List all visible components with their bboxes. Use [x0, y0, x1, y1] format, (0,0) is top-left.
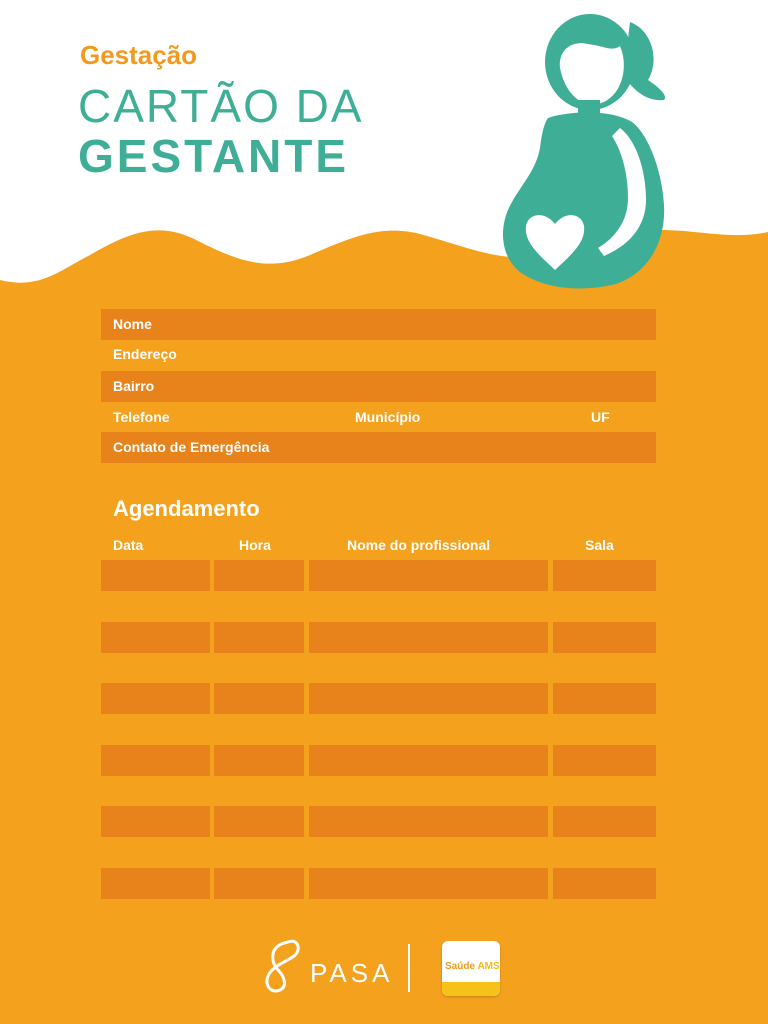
saude-ams-band: [442, 982, 500, 996]
schedule-cell-date[interactable]: [101, 622, 210, 653]
district-label: Bairro: [113, 378, 155, 394]
schedule-cell-professional[interactable]: [309, 806, 548, 837]
saude-ams-logo: [442, 941, 500, 996]
kicker-text: Gestação: [80, 40, 198, 70]
schedule-cell-room[interactable]: [553, 868, 656, 899]
state-label: UF: [591, 409, 610, 425]
schedule-cell-professional[interactable]: [309, 560, 548, 591]
schedule-cell-room[interactable]: [553, 560, 656, 591]
pasa-brand-text: PASA: [310, 958, 394, 988]
title-line-1: CARTÃO DA: [78, 80, 364, 132]
schedule-cell-time[interactable]: [214, 806, 304, 837]
schedule-cell-room[interactable]: [553, 745, 656, 776]
schedule-cell-professional[interactable]: [309, 622, 548, 653]
emergency-label: Contato de Emergência: [113, 439, 270, 455]
name-field[interactable]: [101, 309, 656, 340]
schedule-cell-date[interactable]: [101, 683, 210, 714]
col-header-time: Hora: [239, 537, 271, 553]
schedule-cell-time[interactable]: [214, 868, 304, 899]
schedule-cell-time[interactable]: [214, 560, 304, 591]
title-line-2: GESTANTE: [78, 130, 350, 182]
city-label: Município: [355, 409, 421, 425]
address-field[interactable]: [101, 339, 656, 370]
schedule-cell-time[interactable]: [214, 622, 304, 653]
schedule-cell-room[interactable]: [553, 622, 656, 653]
schedule-cell-professional[interactable]: [309, 683, 548, 714]
schedule-cell-date[interactable]: [101, 868, 210, 899]
footer: [0, 930, 768, 1000]
phone-label: Telefone: [113, 409, 170, 425]
saude-text: Saúde: [445, 961, 476, 972]
saude-ams-text: [445, 961, 500, 972]
address-label: Endereço: [113, 346, 177, 362]
name-label: Nome: [113, 316, 152, 332]
schedule-cell-room[interactable]: [553, 806, 656, 837]
schedule-cell-date[interactable]: [101, 806, 210, 837]
schedule-cell-room[interactable]: [553, 683, 656, 714]
phone-city-state-field[interactable]: [101, 402, 656, 433]
emergency-contact-field[interactable]: [101, 432, 656, 463]
schedule-cell-date[interactable]: [101, 560, 210, 591]
ams-text: AMS: [477, 961, 500, 972]
col-header-room: Sala: [585, 537, 614, 553]
schedule-cell-time[interactable]: [214, 745, 304, 776]
schedule-cell-date[interactable]: [101, 745, 210, 776]
col-header-date: Data: [113, 537, 144, 553]
footer-divider: [408, 944, 410, 992]
schedule-cell-professional[interactable]: [309, 745, 548, 776]
schedule-title: Agendamento: [113, 496, 260, 521]
col-header-professional: Nome do profissional: [347, 537, 491, 553]
district-field[interactable]: [101, 371, 656, 402]
schedule-cell-time[interactable]: [214, 683, 304, 714]
pasa-logo-icon: [258, 936, 304, 996]
schedule-cell-professional[interactable]: [309, 868, 548, 899]
